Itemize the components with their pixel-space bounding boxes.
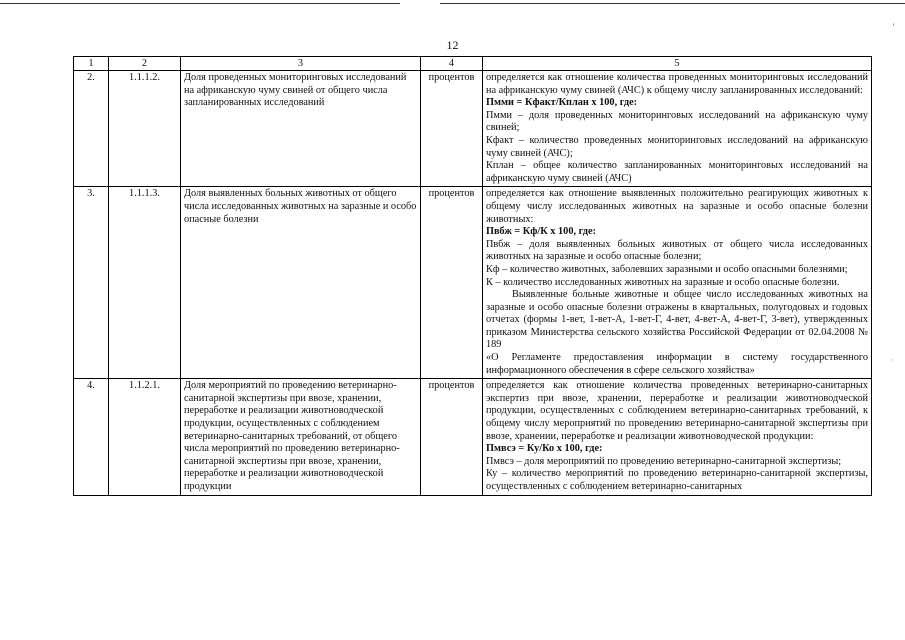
header-cell: 4 — [421, 57, 483, 71]
method-text: К – количество исследованных животных на заразные и особо опасные болезни. — [486, 276, 840, 288]
header-cell: 2 — [109, 57, 181, 71]
method-text: «О Регламенте предоставления информации в систему государственного информационного обеспечения в сфере сельского хозяйства» — [486, 352, 868, 376]
header-cell: 1 — [74, 57, 109, 71]
unit-of-measure: процентов — [421, 71, 483, 187]
method-text: Кфакт – количество проведенных мониторинговых исследований на африканскую чуму свиней (АЧС); — [486, 134, 868, 159]
method-text: Пмвсэ – доля мероприятий по проведению ветеринарно-санитарной экспертизы; — [486, 455, 842, 467]
indicator-name: Доля выявленных больных животных от общего числа исследованных животных на заразные и особо опасные болезни — [181, 187, 421, 379]
table-header-row — [74, 57, 872, 71]
method-text: Кф – количество животных, заболевших заразными и особо опасными болезнями; — [486, 263, 848, 275]
method-text: Пвбж – доля выявленных больных животных от общего числа исследованных животных на заразные и особо опасные болезни; — [486, 238, 868, 263]
table-row — [74, 379, 872, 495]
formula-line: Пмми = Кфакт/Кплан х 100, где: — [486, 97, 638, 109]
method-text: Выявленные больные животные и общее число исследованных животных на заразные и особо опасные болезни отражены в квартальных, полугодовых и годовых отчетах (формы 1-вет, 1-вет-А, 1-вет-Г, 4-вет, 4-вет-А, 4-вет-Г, 3-вет), утвержденных приказом Министерства сельского хозяйства Российской Федерации от 02.04.2008 № 189 — [486, 289, 868, 351]
indicator-code: 1.1.2.1. — [109, 379, 181, 495]
row-number: 3. — [74, 187, 109, 379]
method-text: определяется как отношение выявленных положительно реагирующих животных к общему числу исследованных животных на заразные и особо опасные болезни животных: — [486, 188, 868, 225]
row-number: 4. — [74, 379, 109, 495]
indicator-code: 1.1.1.3. — [109, 187, 181, 379]
calculation-method — [483, 187, 872, 379]
edge-dot: · — [890, 355, 893, 365]
table-body — [74, 71, 872, 496]
header-cell: 3 — [181, 57, 421, 71]
calculation-method — [483, 71, 872, 187]
indicator-name: Доля мероприятий по проведению ветеринарно-санитарной экспертизы при ввозе, хранении, переработке и реализации животноводческой продукции, осуществленных с соблюдением ветеринарно-санитарных требований, от общего числа мероприятий по проведению ветеринарно-санитарной экспертизы при ввозе, хранении, переработке и реализации животноводческой продукции — [181, 379, 421, 495]
table-row — [74, 187, 872, 379]
unit-of-measure: процентов — [421, 379, 483, 495]
method-text: Пмми – доля проведенных мониторинговых исследований на африканскую чуму свиней; — [486, 109, 868, 134]
method-text: определяется как отношение количества проведенных мониторинговых исследований на африканскую чуму свиней (АЧС) к общему числу запланированных исследований: — [486, 72, 868, 96]
table-row — [74, 71, 872, 187]
method-text: определяется как отношение количества проведенных ветеринарно-санитарных экспертиз при ввозе, хранении, переработке и реализации животноводческой продукции, осуществленных с соблюдением ветеринарно-санитарных требований, к общему числу мероприятий по проведению ветеринарно-санитарной экспертизы при ввозе, хранении, переработке и реализации животноводческой продукции: — [486, 380, 868, 442]
indicator-table — [73, 56, 872, 496]
method-text: Ку – количество мероприятий по проведению ветеринарно-санитарной экспертизы, осуществленных с соблюдением ветеринарно-санитарных — [486, 468, 868, 492]
formula-line: Пмвсэ = Ку/Ко х 100, где: — [486, 443, 603, 455]
calculation-method — [483, 379, 872, 495]
row-number: 2. — [74, 71, 109, 187]
unit-of-measure: процентов — [421, 187, 483, 379]
formula-line: Пвбж = Кф/К х 100, где: — [486, 226, 596, 238]
top-rule-left — [0, 3, 400, 4]
header-cell: 5 — [483, 57, 872, 71]
indicator-name: Доля проведенных мониторинговых исследований на африканскую чуму свиней от общего числа запланированных исследований — [181, 71, 421, 187]
method-text: Кплан – общее количество запланированных мониторинговых исследований на африканскую чуму свиней (АЧС) — [486, 160, 868, 184]
edge-mark: ’ — [892, 22, 895, 32]
indicator-code: 1.1.1.2. — [109, 71, 181, 187]
page-number: 12 — [446, 38, 459, 52]
top-rule-right — [440, 3, 905, 4]
